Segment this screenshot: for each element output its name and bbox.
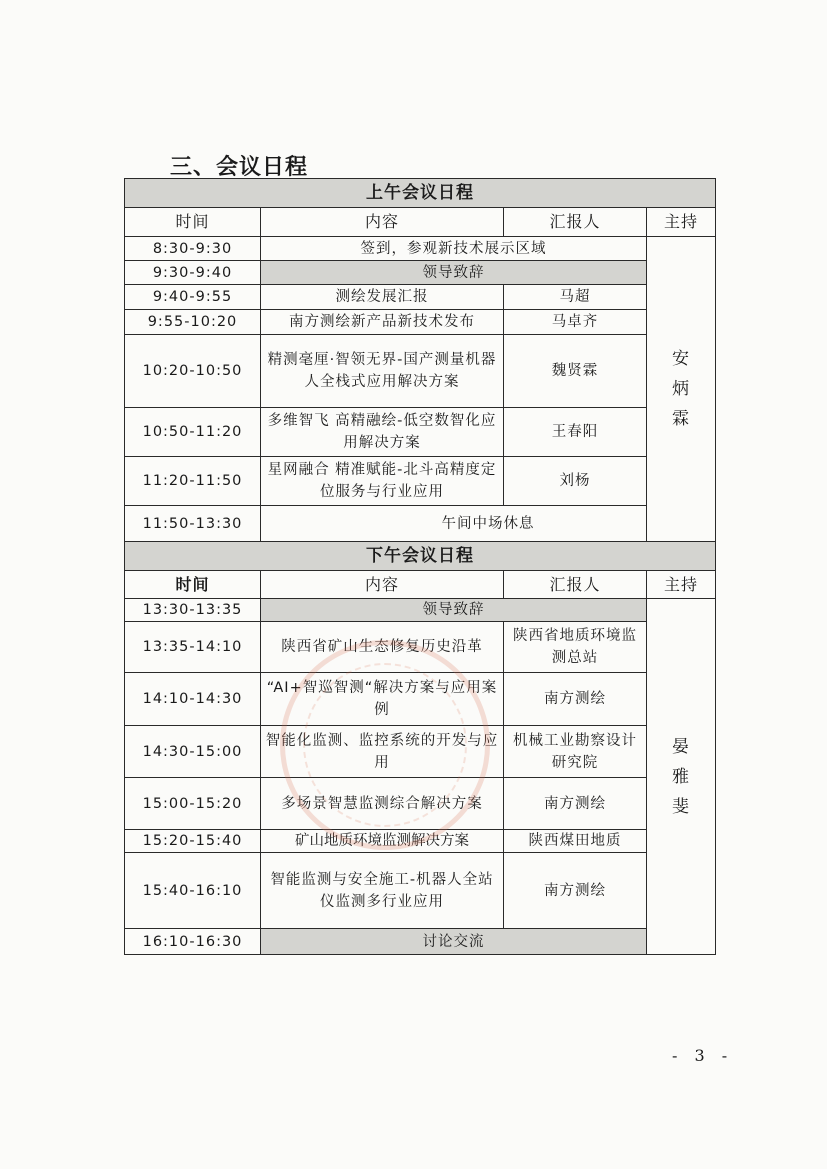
- speaker-cell: 陕西煤田地质: [504, 830, 647, 853]
- afternoon-section-row: [125, 542, 716, 571]
- table-row: [125, 310, 716, 335]
- table-row: [125, 237, 716, 261]
- content-cell: 南方测绘新产品新技术发布: [261, 310, 504, 335]
- table-row: [125, 285, 716, 310]
- table-row: [125, 830, 716, 853]
- speaker-cell: 南方测绘: [504, 673, 647, 726]
- header-time: 时间: [125, 571, 261, 599]
- time-cell: 10:20-10:50: [125, 335, 261, 408]
- table-row: [125, 335, 716, 408]
- content-cell: “AI+智巡智测“解决方案与应用案例: [261, 673, 504, 726]
- time-cell: 11:50-13:30: [125, 506, 261, 542]
- time-cell: 9:40-9:55: [125, 285, 261, 310]
- speaker-cell: 陕西省地质环境监测总站: [504, 622, 647, 673]
- content-cell: 午间中场休息: [261, 506, 716, 542]
- speaker-cell: 南方测绘: [504, 778, 647, 830]
- schedule-table: [124, 178, 716, 955]
- table-row: [125, 506, 716, 542]
- time-cell: 9:55-10:20: [125, 310, 261, 335]
- content-cell: 陕西省矿山生态修复历史沿革: [261, 622, 504, 673]
- morning-title: 上午会议日程: [125, 179, 716, 208]
- header-time: 时间: [125, 208, 261, 237]
- table-row: [125, 853, 716, 929]
- table-row: [125, 261, 716, 285]
- morning-section-row: [125, 179, 716, 208]
- page-heading: 三、会议日程: [170, 155, 309, 180]
- table-row: [125, 929, 716, 955]
- table-row: [125, 599, 716, 622]
- header-content: 内容: [261, 571, 504, 599]
- header-host: 主持: [647, 571, 716, 599]
- speaker-cell: 南方测绘: [504, 853, 647, 929]
- time-cell: 13:35-14:10: [125, 622, 261, 673]
- time-cell: 15:40-16:10: [125, 853, 261, 929]
- table-row: [125, 778, 716, 830]
- morning-host-name: 安 炳 霖: [672, 349, 690, 429]
- content-cell: 测绘发展汇报: [261, 285, 504, 310]
- page-number: - 3 -: [672, 1046, 734, 1065]
- content-cell: 智能化监测、监控系统的开发与应用: [261, 726, 504, 778]
- time-cell: 10:50-11:20: [125, 408, 261, 457]
- speaker-cell: 王春阳: [504, 408, 647, 457]
- speaker-cell: 刘杨: [504, 457, 647, 506]
- speaker-cell: 马超: [504, 285, 647, 310]
- afternoon-header-row: [125, 571, 716, 599]
- table-row: [125, 408, 716, 457]
- content-cell: 讨论交流: [261, 929, 647, 955]
- content-cell: 精测毫厘·智领无界-国产测量机器人全栈式应用解决方案: [261, 335, 504, 408]
- speaker-cell: 魏贤霖: [504, 335, 647, 408]
- table-row: [125, 622, 716, 673]
- header-content: 内容: [261, 208, 504, 237]
- content-cell: 多维智飞 高精融绘-低空数智化应用解决方案: [261, 408, 504, 457]
- table-row: [125, 673, 716, 726]
- afternoon-host-name: 晏 雅 斐: [672, 736, 690, 817]
- header-host: 主持: [647, 208, 716, 237]
- content-cell: 多场景智慧监测综合解决方案: [261, 778, 504, 830]
- content-cell: 领导致辞: [261, 599, 647, 622]
- afternoon-host-cell: [647, 599, 716, 955]
- speaker-cell: 机械工业勘察设计研究院: [504, 726, 647, 778]
- afternoon-title: 下午会议日程: [125, 542, 716, 571]
- time-cell: 8:30-9:30: [125, 237, 261, 261]
- speaker-cell: 马卓齐: [504, 310, 647, 335]
- table-row: [125, 726, 716, 778]
- morning-host-cell: [647, 237, 716, 542]
- time-cell: 15:20-15:40: [125, 830, 261, 853]
- time-cell: 13:30-13:35: [125, 599, 261, 622]
- content-cell: 领导致辞: [261, 261, 647, 285]
- time-cell: 14:10-14:30: [125, 673, 261, 726]
- morning-header-row: [125, 208, 716, 237]
- time-cell: 14:30-15:00: [125, 726, 261, 778]
- time-cell: 11:20-11:50: [125, 457, 261, 506]
- content-cell: 星网融合 精准赋能-北斗高精度定位服务与行业应用: [261, 457, 504, 506]
- content-cell: 签到，参观新技术展示区域: [261, 237, 647, 261]
- content-cell: 智能监测与安全施工-机器人全站仪监测多行业应用: [261, 853, 504, 929]
- time-cell: 15:00-15:20: [125, 778, 261, 830]
- header-speaker: 汇报人: [504, 571, 647, 599]
- content-cell: 矿山地质环境监测解决方案: [261, 830, 504, 853]
- table-row: [125, 457, 716, 506]
- time-cell: 9:30-9:40: [125, 261, 261, 285]
- header-speaker: 汇报人: [504, 208, 647, 237]
- time-cell: 16:10-16:30: [125, 929, 261, 955]
